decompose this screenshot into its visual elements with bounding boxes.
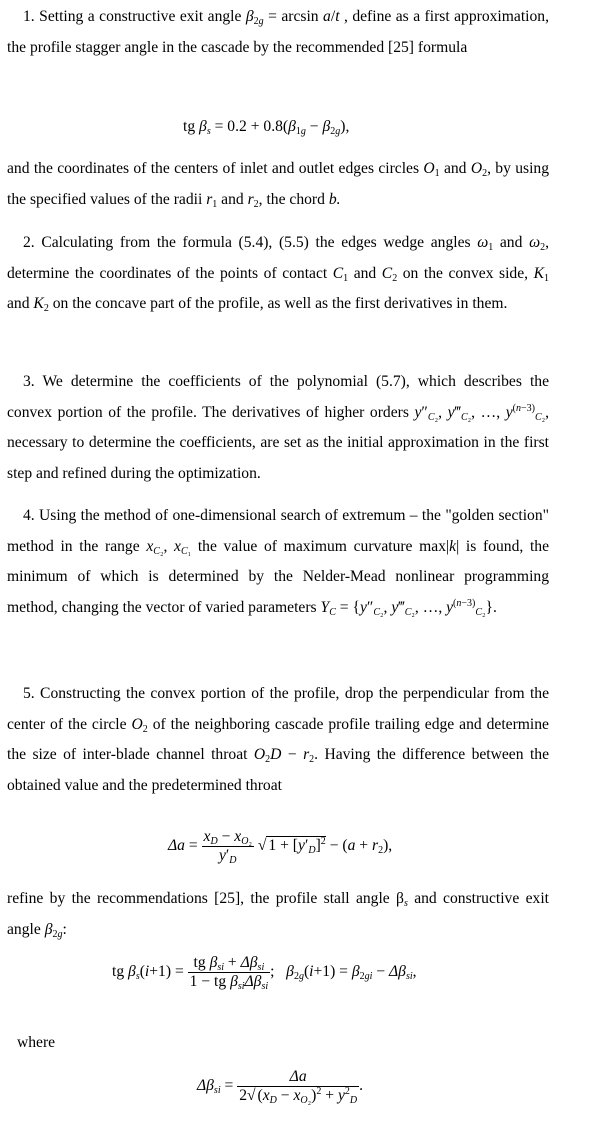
step-1-after-b: by using the specified values of the radii [7, 160, 549, 208]
step-1-after-c: , the chord [258, 190, 325, 208]
step-2-text-d: on the concave part of the profile, as well as the first derivatives in them. [52, 295, 508, 312]
step-1-after-a: and the coordinates of the centers of inlet and outlet edges circles [7, 160, 420, 177]
and-word: and [221, 190, 244, 208]
equation-stagger-angle: tg $\beta_s = 0.2 + 0.8(\beta_{1g} - \beta_{2g})$, [183, 118, 350, 137]
step-4-text-c: is found, the minimum of which is determined by the Nelder-Mead nonlinear programming method, changing the vector of varied parameters [7, 537, 549, 616]
step-1-text-a: 1. Setting a constructive exit angle [23, 8, 242, 25]
step-5-text-a: 5. Constructing the convex portion of the profile, drop the perpendicular from the center of the circle [7, 685, 549, 733]
step-2-text-a: 2. Calculating from the formula (5.4), (5.5) the edges wedge angles [23, 234, 471, 251]
step-5-after-b: and constructive exit angle [7, 890, 549, 938]
step-3-text-a: 3. We determine the coefficients of the polynomial (5.7), which describes the convex portion of the profile. The derivatives of higher orders [7, 373, 549, 421]
step-2-paragraph: 2. Calculating from the formula (5.4), (5.5) the edges wedge angles $\omega_1$ and $\omega_2$, determine the coordinates of the points of contact $C_1$ and $C_2$ on the convex side, $K_1$ and $K_2$ on the concave part of the profile, as well as the first derivatives in them. [7, 234, 549, 314]
equation-iteration: tg $\beta_s(i+1)$ = $\frac{tg \beta_{si} + \Delta\beta_{si}}{1 - tg \beta_{si}\Delta\beta_{si}}$ ; $\beta_{2g}(i+1) = \beta_{2gi} - \Delta\beta_{si}$, [112, 954, 417, 992]
and-word: and [443, 160, 467, 177]
step-1-continuation: and the coordinates of the centers of inlet and outlet edges circles $O_1$ and $O_2$, by using the specified values of the radii $r_1$ and $r_2$, the chord b. [7, 160, 549, 210]
step-5-continuation: refine by the recommendations [25], the profile stall angle $\beta_s$ and constructive exit angle $\beta_{2g}$: [7, 890, 549, 940]
equation-delta-beta: $\Delta\beta_{si}$ = $\frac{\Delta a}{2√ (x_D - x_{O_2})^2 + y^2_D}$ . [197, 1068, 364, 1106]
step-1-text-b: , define as a first approximation, the profile stagger angle in the cascade by the recommended [25] formula [7, 8, 549, 56]
step-1-paragraph: 1. Setting a constructive exit angle $\beta_{2g} = \arcsin a/t$ , define as a first approximation, the profile stagger angle in the cascade by the recommended [25] formula [7, 8, 549, 56]
step-2-text-c: on the convex side, [402, 264, 529, 282]
step-4-paragraph: 4. Using the method of one-dimensional search of extremum – the "golden section" method in the range $x_{C_2}$, $x_{C_1}$ the value of maximum curvature max|k| is found, the minimum of which is determined by the Nelder-Mead nonlinear programming method, changing the vector of varied parameters $Y_C = \{y''_{C_2}$, $y‴_{C_2}$, …, $y^{(n-3)}_{C_2}$}. [7, 507, 549, 618]
step-4-text-b: the value of maximum curvature [197, 537, 413, 555]
step-5-text-c: . Having the difference between the obtained value and the predetermined throat [7, 746, 549, 794]
and-word: and [499, 234, 523, 251]
chord-symbol: b. [328, 190, 341, 208]
where-label: where [17, 1034, 56, 1051]
step-4-text-a: 4. Using the method of one-dimensional search of extremum – the "golden section" method in the range [7, 507, 549, 555]
and-word: and [353, 264, 377, 282]
and-word: and [7, 295, 30, 312]
step-3-text-b: , necessary to determine the coefficients, are set as the initial approximation in the first step and refined during the optimization. [7, 403, 550, 482]
step-5-after-a: refine by the recommendations [25], the profile stall angle β [7, 890, 404, 907]
equation-delta-a: Δa = $\frac{x_D - x_{O_2}}{y'_D}$ √ $1 + [y'_D]^2 - (a + r_2)$, [168, 828, 393, 866]
step-3-paragraph: 3. We determine the coefficients of the polynomial (5.7), which describes the convex portion of the profile. The derivatives of higher orders $y''_{C_2}$, $y‴_{C_2}$, …, $y^{(n-3)}_{C_2}$, necessary to determine the coefficients, are set as the initial approximation in the first step and refined during the optimization. [7, 373, 550, 482]
step-5-paragraph: 5. Constructing the convex portion of the profile, drop the perpendicular from the center of the circle $O_2$ of the neighboring cascade profile trailing edge and determine the size of inter-blade channel throat $O_2D - r_2$. Having the difference between the obtained value and the predetermined throat [7, 685, 549, 794]
step-2-text-b: , determine the coordinates of the points of contact [7, 234, 549, 282]
step-5-text-b: of the neighboring cascade profile trailing edge and determine the size of inter-blade channel throat [7, 715, 549, 763]
